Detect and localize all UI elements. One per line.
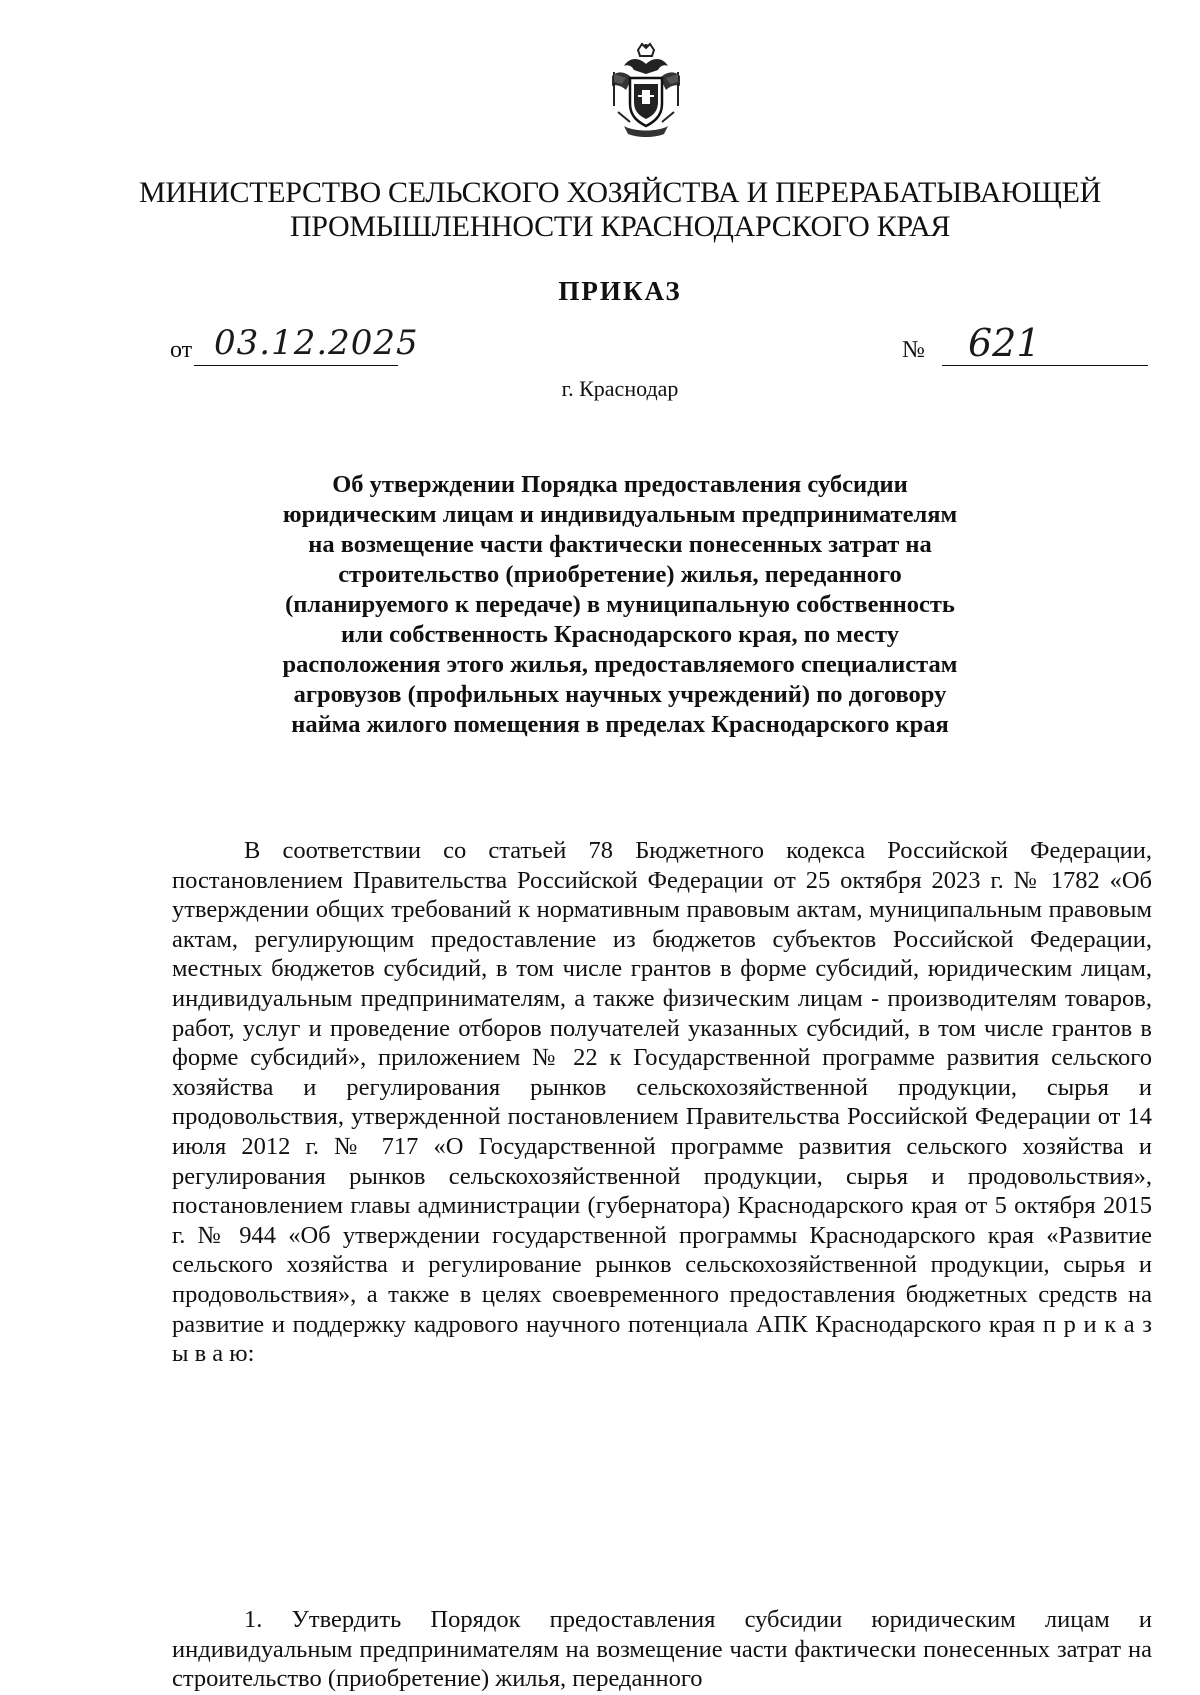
ministry-name [120,176,1120,244]
preamble-text: В соответствии со статьей 78 Бюджетного кодекса Российской Федерации, постановлением Правительства Российской Федерации от 25 октября 2023 г. № 1782 «Об утверждении общих требований к нормативным правовым актам, муниципальным правовым актам, регулирующим предоставление из бюджетов субъектов Российской Федерации, местных бюджетов субсидий, в том числе грантов в форме субсидий, юридическим лицам, индивидуальным предпринимателям, а также физическим лицам - производителям товаров, работ, услуг и проведение отборов получателей указанных субсидий, в том числе грантов в форме субсидий», приложением № 22 к Государственной программе развития сельского хозяйства и регулирования рынков сельскохозяйственной продукции, сырья и продовольствия, утвержденной постановлением Правительства Российской Федерации от 14 июля 2012 г. № 717 «О Государственной программе развития сельского хозяйства и регулирования рынков сельскохозяйственной продукции, сырья и продовольствия», постановлением главы администрации (губернатора) Краснодарского края от 5 октября 2015 г. № 944 «Об утверждении государственной программы Краснодарского края «Развитие сельского хозяйства и регулирование рынков сельскохозяйственной продукции, сырья и продовольствия», а также в целях своевременного предоставления бюджетных средств на развитие и поддержку кадрового научного потенциала АПК Краснодарского края п р и к а з ы в а ю: [172,837,1152,1368]
coat-of-arms-icon [604,42,688,138]
city: г. Краснодар [561,376,679,401]
subject-line: строительство (приобретение) жилья, переданного [338,561,902,588]
date-underline [194,365,398,366]
number-underline [942,365,1148,366]
order-title: ПРИКАЗ [558,276,682,306]
subject-line: Об утверждении Порядка предоставления субсидии [332,471,908,498]
subject-line: агровузов (профильных научных учреждений) по договору [293,681,947,708]
subject-line: юридическим лицам и индивидуальным предпринимателям [282,501,958,528]
preamble-paragraph [172,836,1152,1369]
subject-line: (планируемого к передаче) в муниципальную собственность [285,591,955,618]
subject-line: расположения этого жилья, предоставляемого специалистам [282,651,958,678]
number-prefix: № [902,337,925,363]
subject-line: на возмещение части фактически понесенных затрат на [308,531,932,558]
date-prefix: от [170,337,193,363]
subject-line: найма жилого помещения в пределах Краснодарского края [291,711,949,738]
ministry-line-1: МИНИСТЕРСТВО СЕЛЬСКОГО ХОЗЯЙСТВА И ПЕРЕРАБАТЫВАЮЩЕЙ [139,176,1101,209]
order-subject [190,470,1050,740]
point-1-text: 1. Утвердить Порядок предоставления субсидии юридическим лицам и индивидуальным предпринимателям на возмещение части фактически понесенных затрат на строительство (приобретение) жилья, переданного [172,1606,1152,1693]
subject-line: или собственность Краснодарского края, по месту [341,621,899,648]
handwritten-number: 621 [968,321,1041,365]
point-1-paragraph [172,1605,1152,1694]
date-number-row [170,321,1150,375]
ministry-line-2: ПРОМЫШЛЕННОСТИ КРАСНОДАРСКОГО КРАЯ [289,210,951,243]
handwritten-date: 03.12.2025 [214,323,419,363]
